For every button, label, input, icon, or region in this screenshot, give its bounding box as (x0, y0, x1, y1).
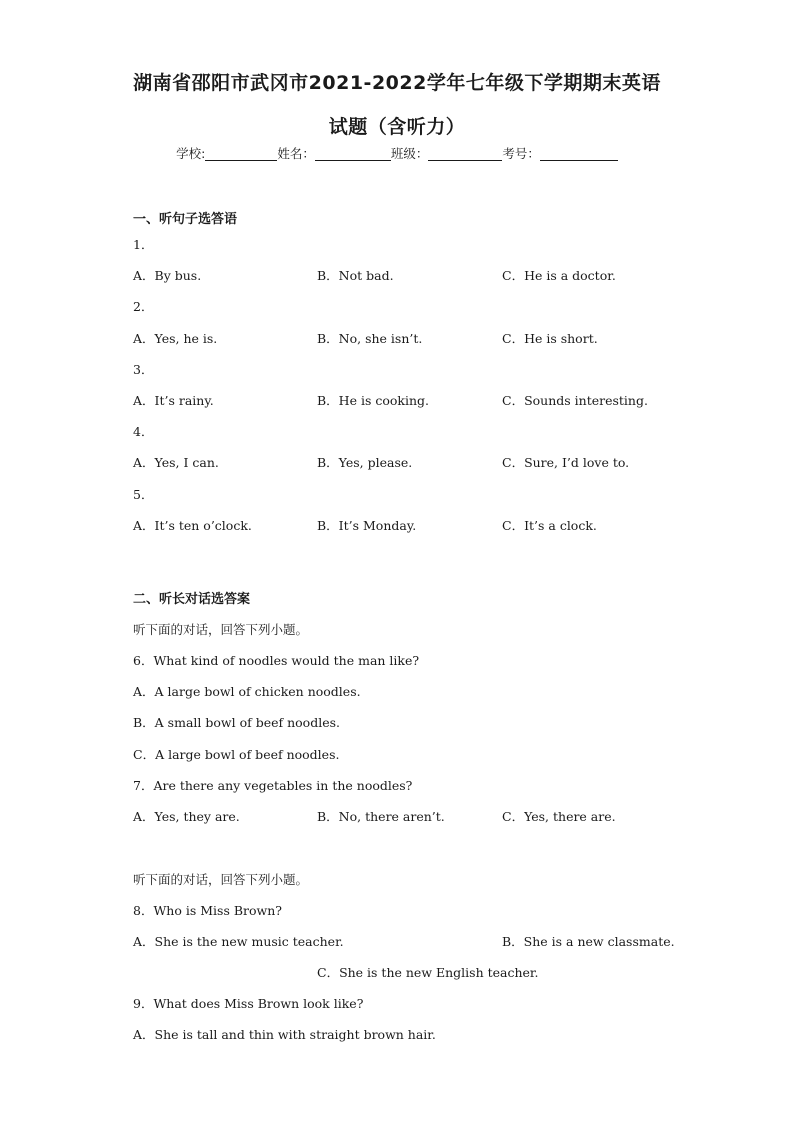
question-5-option-a[interactable]: A．It’s ten o’clock. (133, 518, 252, 533)
question-5-number: 5． (133, 487, 154, 502)
name-label: 姓名： (277, 146, 315, 161)
school-label: 学校: (176, 146, 206, 161)
number-label: 考号： (502, 146, 540, 161)
exam-title-line-2: 试题（含听力） (328, 116, 466, 138)
question-1-option-c[interactable]: C．He is a doctor. (502, 268, 616, 283)
question-4-option-a[interactable]: A．Yes, I can. (133, 455, 219, 470)
question-6-option-a[interactable]: A．A large bowl of chicken noodles. (133, 684, 361, 699)
question-3-option-b[interactable]: B．He is cooking. (317, 393, 429, 408)
question-4-option-c[interactable]: C．Sure, I’d love to. (502, 455, 630, 470)
dialogue-2-instruction: 听下面的对话，回答下列小题。 (133, 872, 309, 887)
name-blank[interactable] (315, 146, 391, 161)
question-5-option-c[interactable]: C．It’s a clock. (502, 518, 597, 533)
question-1-number: 1． (133, 237, 154, 252)
question-7-option-c[interactable]: C．Yes, there are. (502, 809, 616, 824)
class-blank[interactable] (428, 146, 502, 161)
question-7-option-b[interactable]: B．No, there aren’t. (317, 809, 445, 824)
exam-title-line-1: 湖南省邵阳市武冈市2021-2022学年七年级下学期期末英语 (133, 72, 661, 94)
question-4-option-b[interactable]: B．Yes, please. (317, 455, 413, 470)
student-info-row (0, 144, 794, 162)
section-2-heading: 二、听长对话选答案 (133, 592, 251, 607)
question-6-option-c[interactable]: C．A large bowl of beef noodles. (133, 747, 340, 762)
question-3-number: 3． (133, 362, 154, 377)
question-8-option-b[interactable]: B．She is a new classmate. (502, 934, 675, 949)
question-3-option-a[interactable]: A．It’s rainy. (133, 393, 214, 408)
question-1-option-b[interactable]: B．Not bad. (317, 268, 394, 283)
question-6-stem: 6．What kind of noodles would the man like? (133, 653, 420, 668)
question-8-stem: 8．Who is Miss Brown? (133, 903, 282, 918)
question-7-option-a[interactable]: A．Yes, they are. (133, 809, 240, 824)
question-8-option-a[interactable]: A．She is the new music teacher. (133, 934, 344, 949)
question-9-option-a[interactable]: A．She is tall and thin with straight brown hair. (133, 1027, 436, 1042)
question-5-option-b[interactable]: B．It’s Monday. (317, 518, 417, 533)
school-blank[interactable] (205, 146, 277, 161)
question-6-option-b[interactable]: B．A small bowl of beef noodles. (133, 715, 340, 730)
number-blank[interactable] (540, 146, 618, 161)
question-7-stem: 7．Are there any vegetables in the noodles? (133, 778, 413, 793)
question-9-stem: 9．What does Miss Brown look like? (133, 996, 364, 1011)
question-2-option-a[interactable]: A．Yes, he is. (133, 331, 218, 346)
question-1-option-a[interactable]: A．By bus. (133, 268, 202, 283)
question-2-number: 2． (133, 299, 154, 314)
question-4-number: 4． (133, 424, 154, 439)
question-2-option-b[interactable]: B．No, she isn’t. (317, 331, 423, 346)
section-1-heading: 一、听句子选答语 (133, 212, 238, 227)
question-3-option-c[interactable]: C．Sounds interesting. (502, 393, 648, 408)
dialogue-1-instruction: 听下面的对话，回答下列小题。 (133, 622, 309, 637)
class-label: 班级： (390, 146, 429, 161)
question-2-option-c[interactable]: C．He is short. (502, 331, 598, 346)
question-8-option-c[interactable]: C．She is the new English teacher. (317, 965, 539, 980)
